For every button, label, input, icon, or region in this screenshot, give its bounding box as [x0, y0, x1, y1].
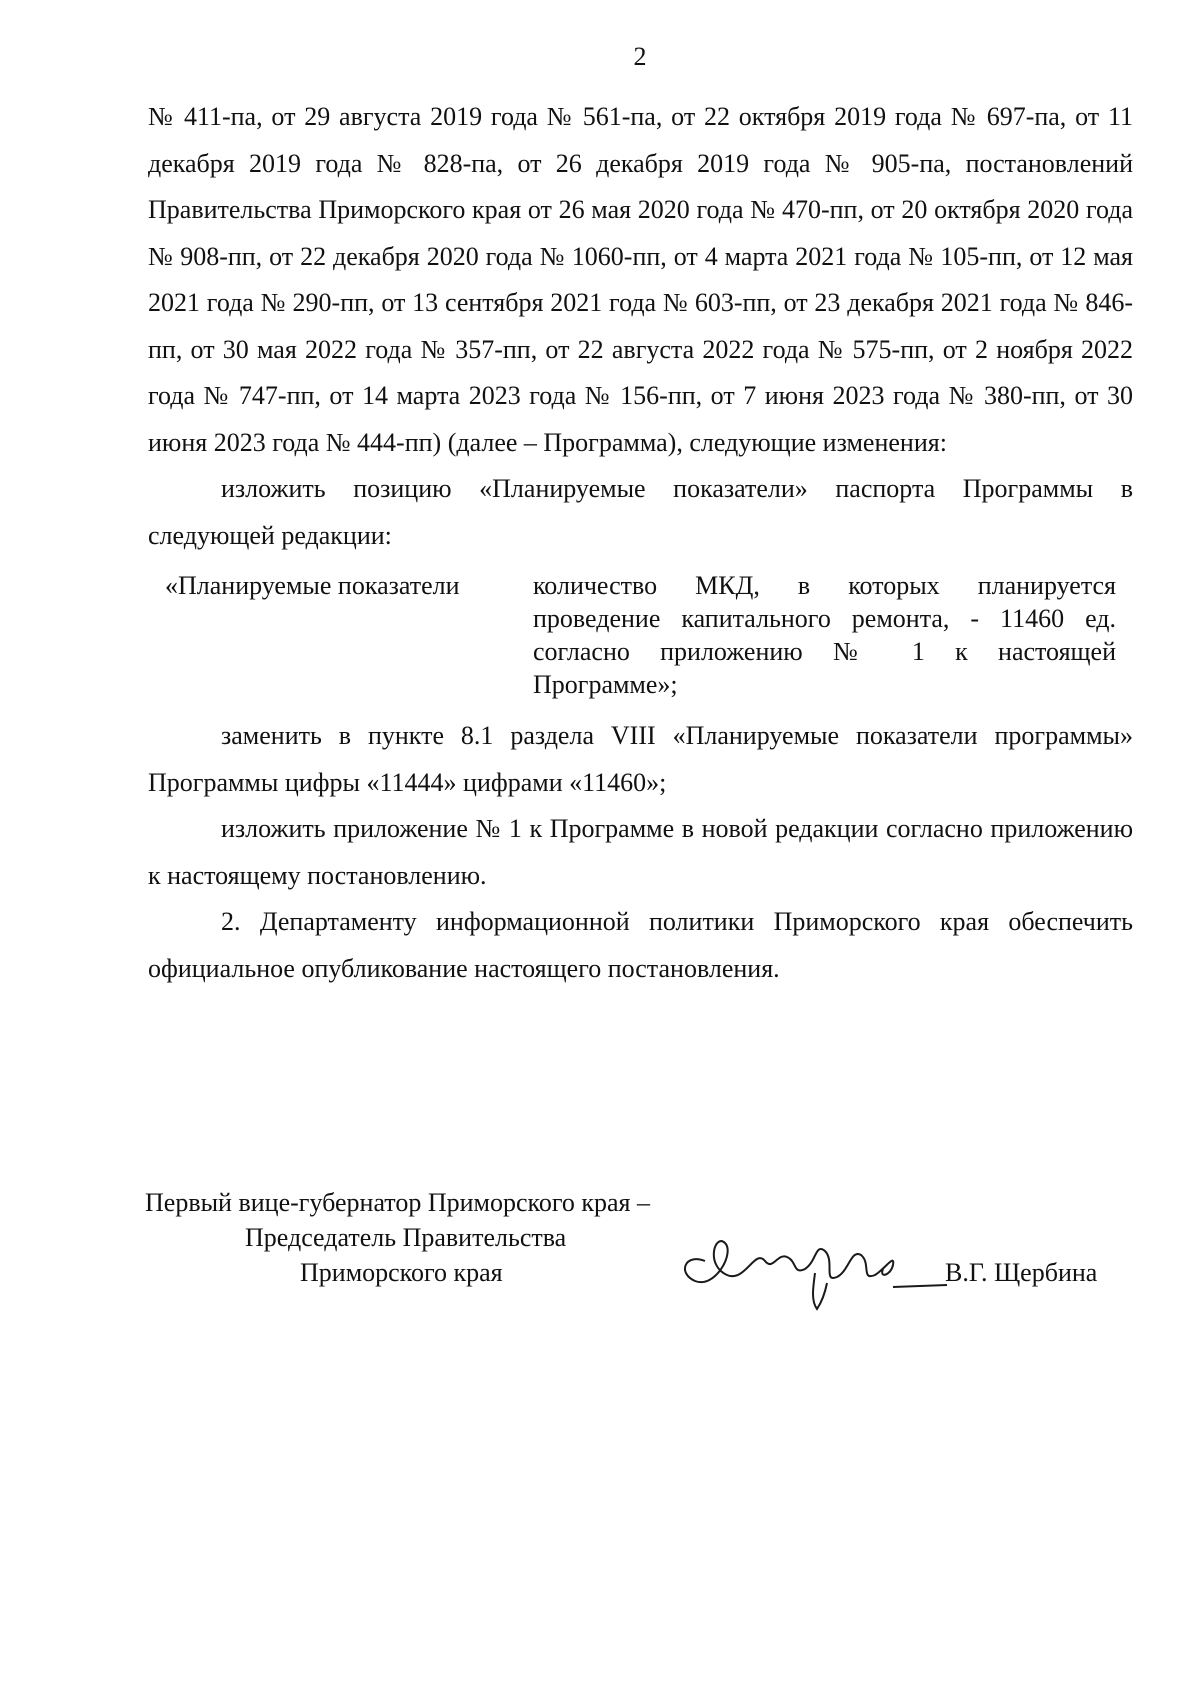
- paragraph-passport-instruction: изложить позицию «Планируемые показатели» паспорта Программы в следующей редакции:: [148, 474, 1133, 550]
- paragraph-annex-instruction: изложить приложение № 1 к Программе в новой редакции согласно приложению к настоящему постановлению.: [148, 814, 1133, 890]
- signatory-title-line: Председатель Правительства: [245, 1223, 567, 1252]
- passport-value-line: Программе»;: [533, 670, 678, 699]
- passport-value-line: проведение капитального ремонта, - 11460 ед.: [533, 604, 1116, 633]
- passport-value: [533, 569, 1116, 701]
- signature-block: [145, 1185, 1135, 1290]
- page-number: 2: [633, 42, 647, 71]
- document-body: [148, 94, 1133, 992]
- passport-value-line: количество МКД, в которых планируется: [533, 571, 1116, 600]
- signatory-name: В.Г. Щербина: [945, 1258, 1098, 1287]
- signatory-title-line: Приморского края: [300, 1258, 503, 1287]
- passport-value-line: согласно приложению № 1 к настоящей: [533, 637, 1116, 666]
- paragraph-item-2: 2. Департаменту информационной политики Приморского края обеспечить официальное опубликование настоящего постановления.: [148, 907, 1133, 983]
- handwritten-signature: [665, 1213, 965, 1313]
- passport-position-table: [148, 569, 1133, 701]
- passport-label: «Планируемые показатели: [165, 571, 460, 600]
- paragraph-amendment-list: № 411-па, от 29 августа 2019 года № 561-па, от 22 октября 2019 года № 697-па, от 11 декабря 2019 года № 828-па, от 26 декабря 2019 года № 905-па, постановлений Правительства Приморского края от 26 мая 2020 года № 470-пп, от 20 октября 2020 года № 908-пп, от 22 декабря 2020 года № 1060-пп, от 4 марта 2021 года № 105-пп, от 12 мая 2021 года № 290-пп, от 13 сентября 2021 года № 603-пп, от 23 декабря 2021 года № 846-пп, от 30 мая 2022 года № 357-пп, от 22 августа 2022 года № 575-пп, от 2 ноября 2022 года № 747-пп, от 14 марта 2023 года № 156-пп, от 7 июня 2023 года № 380-пп, от 30 июня 2023 года № 444-пп) (далее – Программа), следующие изменения:: [148, 102, 1133, 457]
- paragraph-replace-figures: заменить в пункте 8.1 раздела VIII «Планируемые показатели программы» Программы цифры «11444» цифрами «11460»;: [148, 721, 1133, 797]
- signatory-title-line: Первый вице-губернатор Приморского края –: [145, 1188, 650, 1217]
